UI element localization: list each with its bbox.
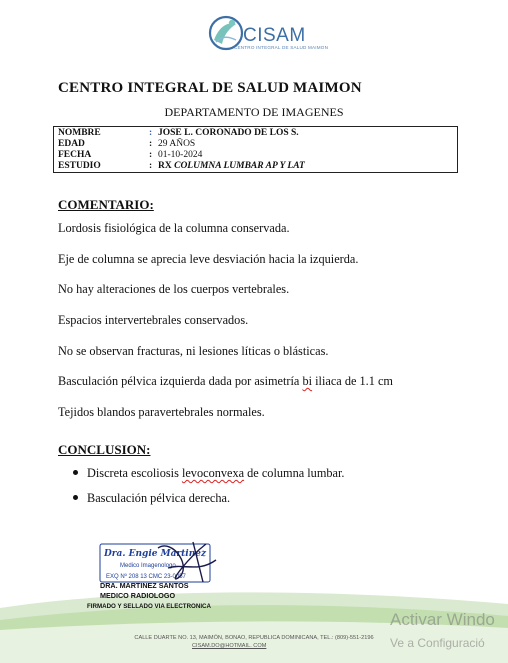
footer-email[interactable]: CISAM.DO@HOTMAIL. COM	[192, 643, 267, 649]
logo-tagline: CENTRO INTEGRAL DE SALUD MAIMON	[234, 45, 329, 50]
study-prefix: RX	[158, 161, 172, 171]
comment-line: Espacios intervertebrales conservados.	[58, 313, 249, 327]
conclusion-item	[73, 491, 230, 506]
conclusion-item	[73, 466, 344, 481]
patient-label: NOMBRE	[58, 128, 101, 138]
conclusion-heading: CONCLUSION:	[58, 442, 151, 457]
footer-address: CALLE DUARTE NO. 13, MAIMÓN, BONAO, REPUBLICA DOMINICANA, TEL.: (809)-551-2196	[134, 635, 374, 641]
patient-value	[158, 161, 305, 172]
stamp-role: Medico Imagenologo	[120, 563, 176, 569]
conclusion-text: Discreta escoliosis	[87, 466, 182, 480]
page-title: CENTRO INTEGRAL DE SALUD MAIMON	[58, 80, 362, 96]
signature-note: FIRMADO Y SELLADO VIA ELECTRONICA	[87, 603, 211, 610]
department-title: DEPARTAMENTO DE IMAGENES	[164, 105, 344, 119]
comment-line: No se observan fracturas, ni lesiones líticas o blásticas.	[58, 344, 329, 358]
bullet-icon	[73, 470, 78, 475]
spellcheck-flag: bi	[302, 374, 313, 388]
patient-colon: :	[149, 150, 153, 160]
stamp-name: Dra. Engie Martinez	[104, 549, 207, 559]
patient-info-box	[53, 126, 458, 173]
patient-value: 01-10-2024	[158, 150, 203, 160]
cisam-logo	[206, 12, 329, 56]
comment-text: Basculación pélvica izquierda dada por asimetría	[58, 374, 303, 388]
patient-label: ESTUDIO	[58, 161, 101, 171]
doctor-role: MEDICO RADIOLOGO	[100, 591, 176, 600]
comment-text: iliaca de 1.1 cm	[312, 374, 393, 388]
comment-line: Tejidos blandos paravertebrales normales.	[58, 405, 265, 419]
comment-line: No hay alteraciones de los cuerpos vertebrales.	[58, 282, 290, 296]
patient-colon: :	[149, 161, 153, 171]
patient-value: JOSE L. CORONADO DE LOS S.	[158, 128, 299, 138]
comment-line: Lordosis fisiológica de la columna conservada.	[58, 221, 290, 235]
svg-text:EXQ Nº 208 13 CMC 23-0057	[106, 573, 187, 580]
comment-line: Eje de columna se aprecia leve desviación hacia la izquierda.	[58, 252, 359, 266]
logo-name: CISAM	[243, 25, 306, 46]
study-name: COLUMNA LUMBAR AP Y LAT	[174, 161, 305, 171]
conclusion-text: de columna lumbar.	[244, 466, 345, 480]
comentario-heading: COMENTARIO:	[58, 197, 154, 212]
activation-watermark-line1: Activar Windo	[390, 610, 495, 629]
stamp-exq: EXQ Nº 208 13 CMC 23-0057	[106, 574, 186, 580]
svg-text:Medico Imagenologo	[120, 563, 176, 569]
comment-line	[58, 374, 393, 389]
patient-label: EDAD	[58, 139, 85, 149]
bullet-icon	[73, 495, 78, 500]
patient-value: 29 AÑOS	[158, 139, 196, 149]
signature-block	[100, 581, 189, 601]
patient-colon: :	[149, 139, 153, 149]
spellcheck-flag: levoconvexa	[181, 466, 245, 480]
patient-label: FECHA	[58, 150, 92, 160]
activation-watermark-line2: Ve a Configuració	[390, 636, 485, 650]
doctor-name: DRA. MARTINEZ SANTOS	[100, 581, 189, 590]
patient-colon: :	[149, 128, 153, 138]
doctor-stamp	[98, 538, 228, 586]
conclusion-text: Basculación pélvica derecha.	[87, 491, 231, 505]
